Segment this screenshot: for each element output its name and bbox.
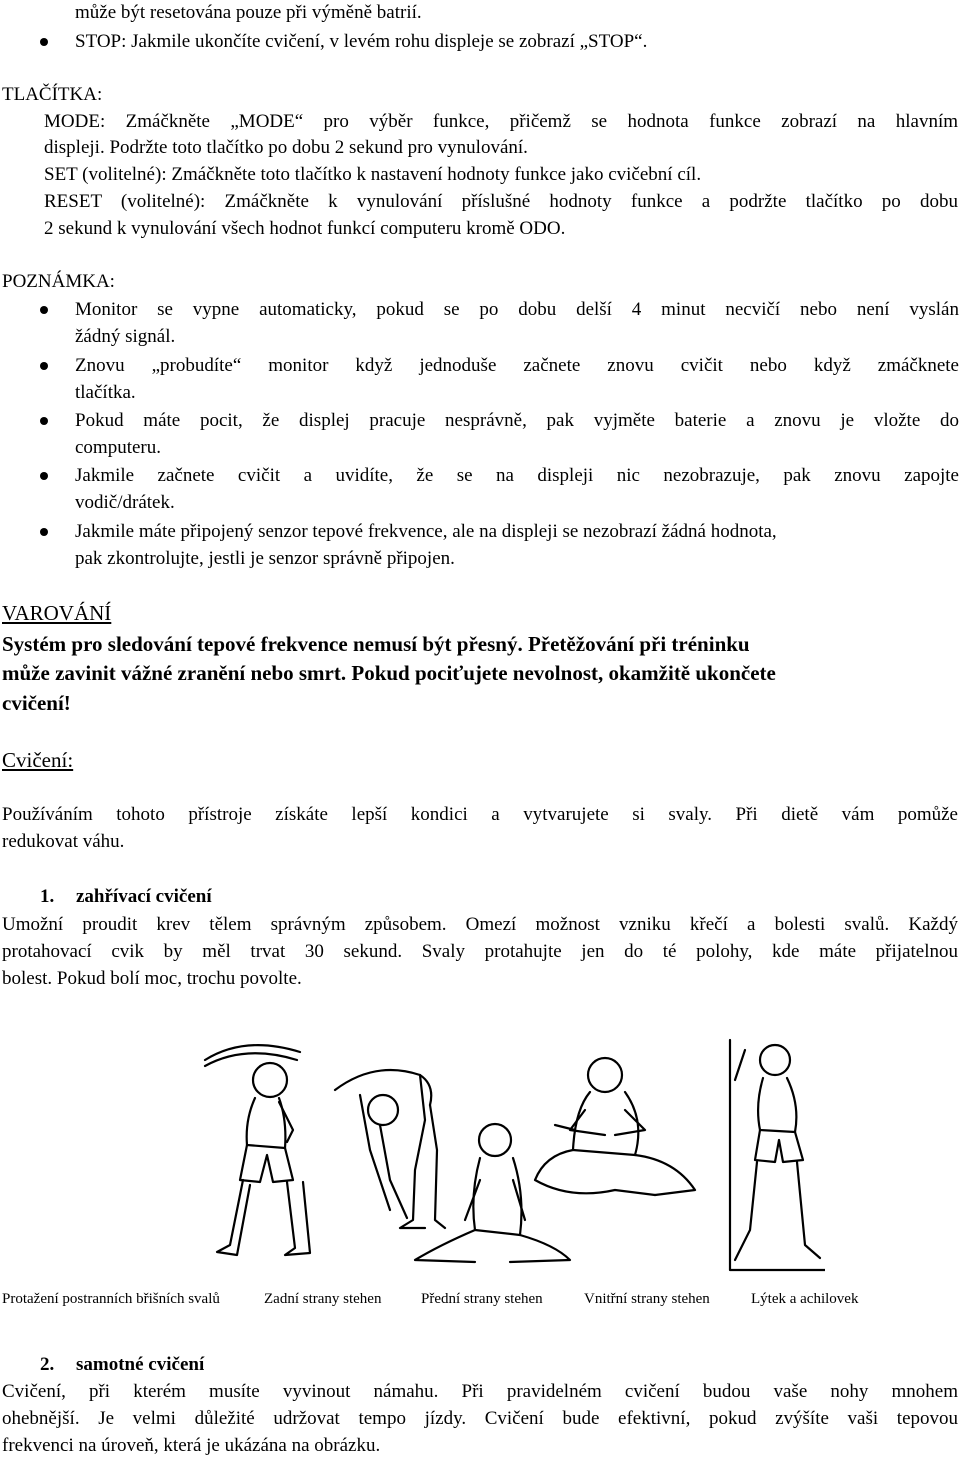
stretching-illustration (175, 1030, 825, 1280)
main-exercise-title: samotné cvičení (76, 1354, 205, 1375)
caption-side-stretch: Protažení postranních břišních svalů (2, 1291, 220, 1307)
mode-text-line-1: MODE: Zmáčkněte „MODE“ pro výběr funkce, přičemž se hodnota funkce zobrazí na hlavním (44, 111, 958, 132)
bullet-icon (40, 472, 48, 480)
bullet-icon (40, 528, 48, 536)
bullet-icon (40, 38, 48, 46)
set-text: SET (volitelné): Zmáčkněte toto tlačítko k nastavení hodnoty funkce jako cvičební cíl. (44, 164, 702, 185)
inner-thigh-stretch-figure (535, 1058, 695, 1195)
side-stretch-figure (205, 1045, 310, 1255)
warmup-title: zahřívací cvičení (76, 886, 212, 907)
note-item-5-line-1: Jakmile máte připojený senzor tepové frekvence, ale na displeji se nezobrazí žádná hodnota, (75, 521, 777, 542)
note-heading: POZNÁMKA: (2, 271, 115, 292)
bullet-icon (40, 417, 48, 425)
warning-heading: VAROVÁNÍ (2, 601, 112, 625)
caption-inner-thigh: Vnitřní strany stehen (584, 1291, 710, 1307)
warmup-number: 1. (40, 886, 55, 907)
note-item-2-line-1: Znovu „probudíte“ monitor když jednoduše začnete znovu cvičit nebo když zmáčknete (75, 355, 959, 376)
caption-front-thigh: Přední strany stehen (421, 1291, 543, 1307)
hamstring-stretch-figure (335, 1070, 445, 1228)
calf-stretch-figure (730, 1040, 825, 1270)
warning-text-line-2: může zavinit vážné zranění nebo smrt. Pokud pociťujete nevolnost, okamžitě ukončete (2, 661, 776, 685)
exercise-heading: Cvičení: (2, 748, 74, 772)
note-item-1-line-2: žádný signál. (75, 326, 176, 347)
buttons-heading: TLAČÍTKA: (2, 84, 103, 105)
note-item-5-line-2: pak zkontrolujte, jestli je senzor správně připojen. (75, 548, 455, 569)
seated-stretch-figure (415, 1124, 570, 1262)
note-item-1-line-1: Monitor se vypne automaticky, pokud se po dobu delší 4 minut necvičí nebo není vyslán (75, 299, 959, 320)
warmup-text-line-3: bolest. Pokud bolí moc, trochu povolte. (2, 968, 302, 989)
bullet-icon (40, 306, 48, 314)
text-line: může být resetována pouze při výměně batrií. (75, 2, 422, 23)
caption-hamstring: Zadní strany stehen (264, 1291, 382, 1307)
warmup-text-line-1: Umožní proudit krev tělem správným způsobem. Omezí možnost vzniku křečí a bolesti svalů. Každý (2, 914, 958, 935)
note-item-3-line-2: computeru. (75, 437, 162, 458)
mode-text-line-2: displeji. Podržte toto tlačítko po dobu 2 sekund pro vynulování. (44, 137, 528, 158)
reset-text-line-1: RESET (volitelné): Zmáčkněte k vynulování příslušné hodnoty funkce a podržte tlačítko po dobu (44, 191, 958, 212)
main-exercise-line-1: Cvičení, při kterém musíte vyvinout námahu. Při pravidelném cvičení budou vaše nohy mnohem (2, 1381, 958, 1402)
exercise-intro-line-1: Používáním tohoto přístroje získáte lepší kondici a vytvarujete si svaly. Při dietě vám pomůže (2, 804, 958, 825)
note-item-2-line-2: tlačítka. (75, 382, 136, 403)
bullet-icon (40, 362, 48, 370)
caption-calf: Lýtek a achilovek (751, 1291, 859, 1307)
warning-text-line-1: Systém pro sledování tepové frekvence nemusí být přesný. Přetěžování při tréninku (2, 632, 750, 656)
stop-text: STOP: Jakmile ukončíte cvičení, v levém rohu displeje se zobrazí „STOP“. (75, 31, 648, 52)
warning-text-line-3: cvičení! (2, 691, 71, 715)
warmup-text-line-2: protahovací cvik by měl trvat 30 sekund. Svaly protahujte jen do té polohy, kde máte přijatelnou (2, 941, 958, 962)
note-item-3-line-1: Pokud máte pocit, že displej pracuje nesprávně, pak vyjměte baterie a znovu je vložte do (75, 410, 959, 431)
note-item-4-line-2: vodič/drátek. (75, 492, 175, 513)
main-exercise-line-2: ohebnější. Je velmi důležité udržovat tempo jízdy. Cvičení bude efektivní, pokud zvýšíte vaši tepovou (2, 1408, 958, 1429)
main-exercise-line-3: frekvenci na úroveň, která je ukázána na obrázku. (2, 1435, 381, 1456)
reset-text-line-2: 2 sekund k vynulování všech hodnot funkcí computeru kromě ODO. (44, 218, 566, 239)
main-exercise-number: 2. (40, 1354, 55, 1375)
note-item-4-line-1: Jakmile začnete cvičit a uvidíte, že se na displeji nic nezobrazuje, pak znovu zapojte (75, 465, 959, 486)
exercise-intro-line-2: redukovat váhu. (2, 831, 125, 852)
